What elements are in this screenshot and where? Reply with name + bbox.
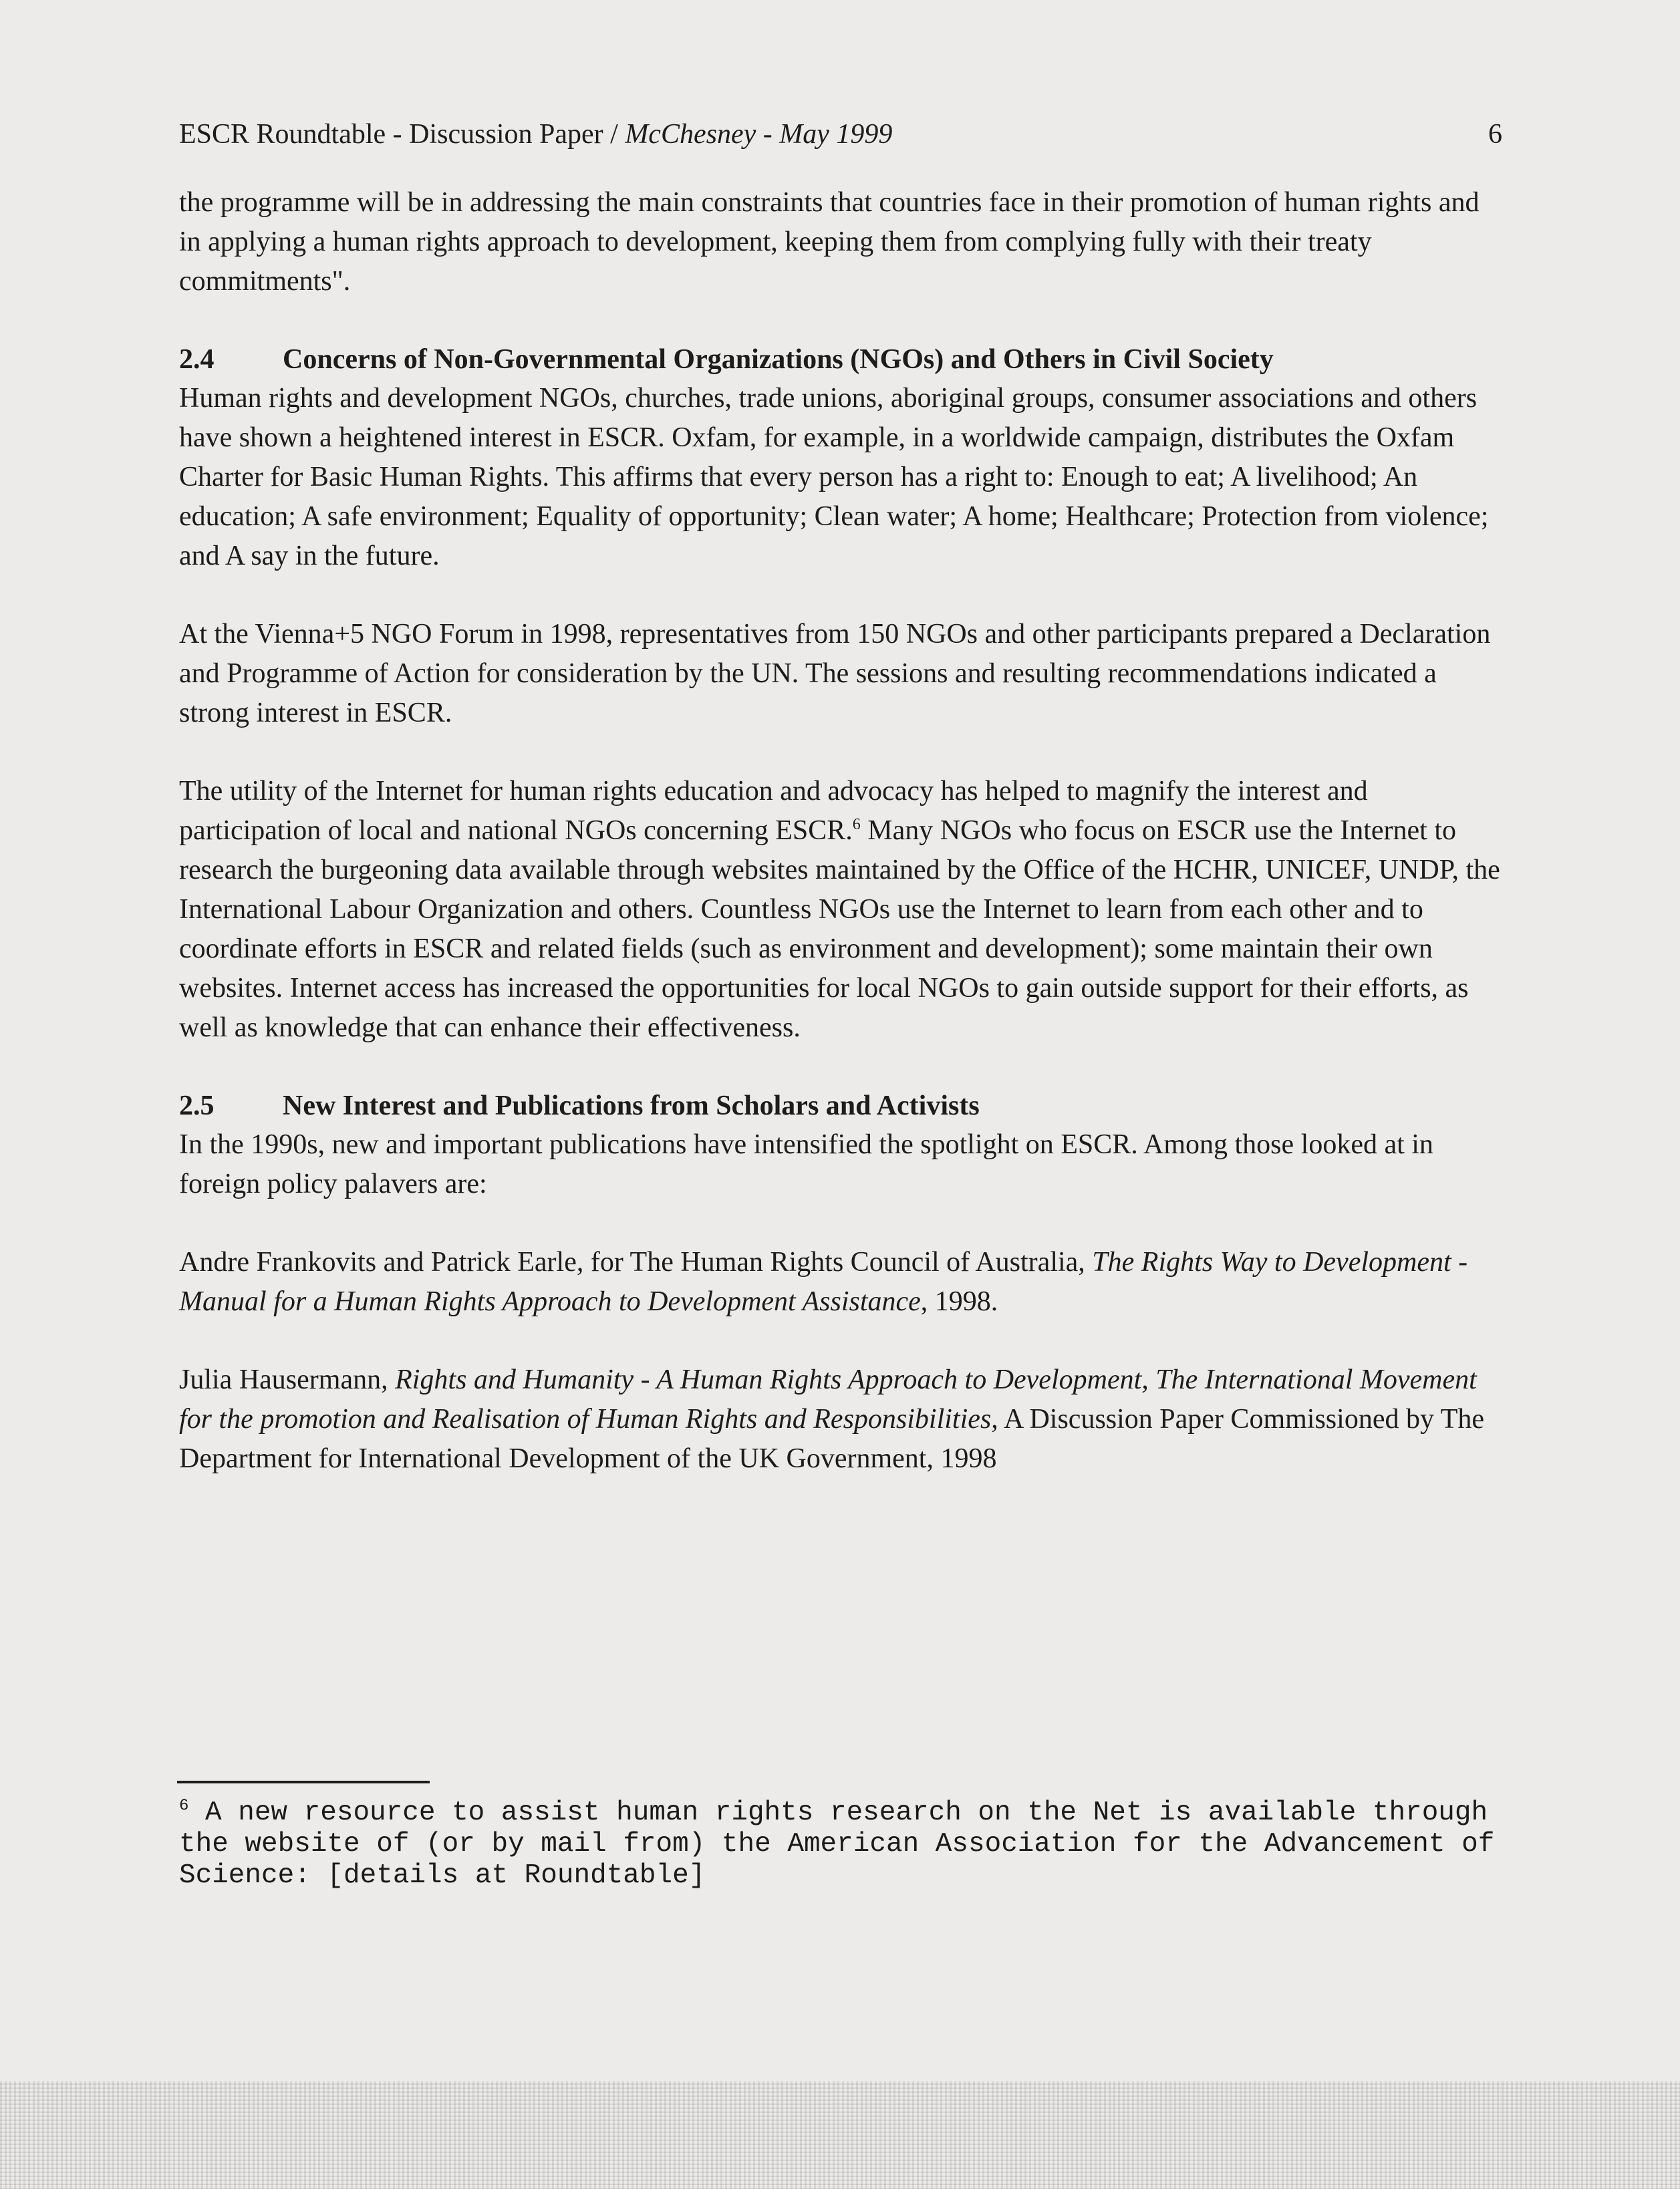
paragraph-programme: the programme will be in addressing the main constraints that countries face in their promotion of human rights and in applying a human rights approach to development, keeping them from complying fully with their treaty commitments". xyxy=(179,187,1480,297)
section-number: 2.5 xyxy=(179,1090,215,1121)
footnote-divider xyxy=(177,1781,430,1783)
reference-title: The Rights Way to Development - Manual for a Human Rights Approach to Development Assistance xyxy=(179,1247,1468,1317)
reference-authors: Julia Hausermann, xyxy=(179,1364,396,1395)
document-body xyxy=(179,183,1502,1517)
page-header xyxy=(179,112,1502,156)
paragraph-internet-utility xyxy=(179,772,1502,1048)
paragraph-ngo-concerns: Human rights and development NGOs, churches, trade unions, aboriginal groups, consumer associations and others have shown a heightened interest in ESCR. Oxfam, for example, in a worldwide campaign, distributes the Oxfam Charter for Basic Human Rights. This affirms that every person has a right to: Enough to eat; A livelihood; An education; A safe environment; Equality of opportunity; Clean water; A home; Healthcare; Protection from violence; and A say in the future. xyxy=(179,383,1489,571)
section-number: 2.4 xyxy=(179,344,215,375)
reference-details: , A Discussion Paper Commissioned by The Department for International Development of the UK Government, 1998 xyxy=(179,1404,1484,1474)
reference-year: , 1998. xyxy=(920,1286,998,1317)
section-heading-2-4 xyxy=(179,340,1502,379)
footnote-marker: 6 xyxy=(179,1797,189,1815)
paragraph-vienna-forum: At the Vienna+5 NGO Forum in 1998, representatives from 150 NGOs and other participants prepared a Declaration and Programme of Action for consideration by the UN. The sessions and resulting recommendations indicated a strong interest in ESCR. xyxy=(179,619,1491,728)
footnote-reference: 6 xyxy=(852,816,861,833)
reference-hausermann xyxy=(179,1360,1502,1479)
paragraph-internet-part-b: Many NGOs who focus on ESCR use the Internet to research the burgeoning data available through websites maintained by the Office of the HCHR, UNICEF, UNDP, the International Labour Organization and others. Countless NGOs use the Internet to learn from each other and to coordinate efforts in ESCR and related fields (such as environment and development); some maintain their own websites. Internet access has increased the opportunities for local NGOs to gain outside support for their efforts, as well as knowledge that can enhance their effectiveness. xyxy=(179,815,1500,1043)
header-author-date: McChesney - May 1999 xyxy=(625,119,893,150)
paragraph-internet-part-a: The utility of the Internet for human rights education and advocacy has helped to magnify the interest and participation of local and national NGOs concerning ESCR. xyxy=(179,776,1368,846)
page-number: 6 xyxy=(1488,119,1502,150)
header-title: ESCR Roundtable - Discussion Paper / xyxy=(179,119,625,150)
footnote xyxy=(179,1797,1506,1892)
section-title: New Interest and Publications from Scholars and Activists xyxy=(283,1090,980,1121)
footnote-text: A new resource to assist human rights research on the Net is available through the website of (or by mail from) the American Association for the Advancement of Science: [details at Roundtable] xyxy=(179,1797,1495,1891)
section-title: Concerns of Non-Governmental Organizations (NGOs) and Others in Civil Society xyxy=(283,344,1274,375)
reference-title: Rights and Humanity - A Human Rights Approach to Development, The International Movement for the promotion and Realisation of Human Rights and Responsibilities xyxy=(179,1364,1477,1435)
section-heading-2-5 xyxy=(179,1086,1502,1125)
scan-noise-strip xyxy=(0,2081,1680,2189)
reference-authors: Andre Frankovits and Patrick Earle, for The Human Rights Council of Australia, xyxy=(179,1247,1093,1278)
paragraph-publications: In the 1990s, new and important publications have intensified the spotlight on ESCR. Among those looked at in foreign policy palavers are: xyxy=(179,1129,1433,1199)
reference-frankovits xyxy=(179,1243,1502,1322)
